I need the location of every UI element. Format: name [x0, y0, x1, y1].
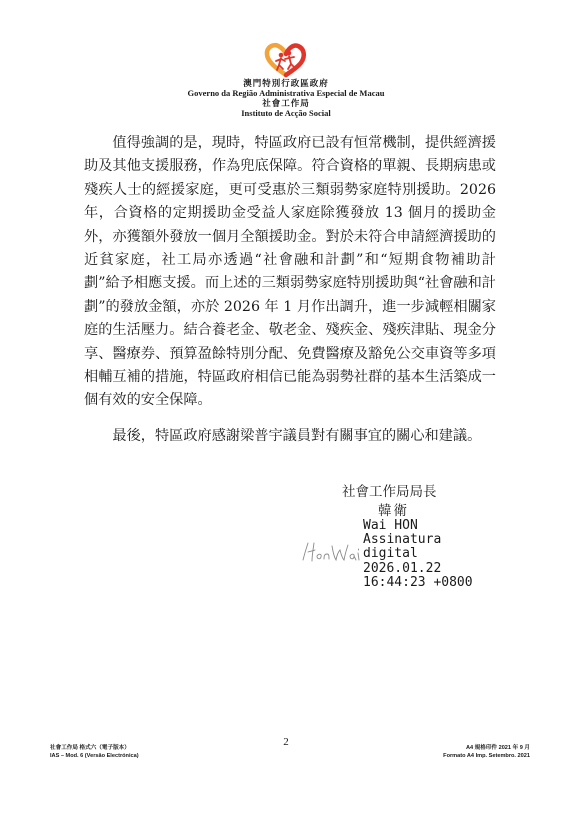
letterhead [0, 40, 572, 118]
handwritten-signature [300, 538, 364, 566]
signer-name: 韓衛 [378, 503, 409, 519]
signer-title: 社會工作局局長 [342, 484, 437, 500]
footer-form-zh: 社會工作局 格式六（電子版本） [50, 745, 130, 751]
closing-paragraph: 最後，特區政府感謝梁普宇議員對有關事宜的關心和建議。 [112, 427, 482, 444]
department-name-pt: Instituto de Acção Social [241, 108, 331, 118]
footer-form-code [50, 745, 139, 760]
digital-signature-block [363, 519, 473, 590]
digital-signature-time: 16:44:23 +0800 [363, 574, 473, 590]
government-name-pt: Governo da Região Administrativa Especial de Macau [187, 88, 385, 98]
letter-body [84, 132, 496, 448]
footer-format-zh: A4 規格印件 2021 年 9 月 [465, 745, 530, 751]
department-name-zh: 社會工作局 [262, 98, 310, 108]
digital-signature-label-1: Assinatura [363, 532, 442, 548]
digital-signature-label-2: digital [363, 546, 418, 562]
digital-signature-date: 2026.01.22 [363, 560, 442, 576]
government-name-zh: 澳門特別行政區政府 [243, 78, 329, 88]
ias-heart-family-logo [260, 40, 312, 78]
footer-print-format [443, 745, 530, 760]
digital-signer-name: Wai HON [363, 518, 418, 533]
footer-format-pt: Formato A4 Imp. Setembro. 2021 [443, 752, 530, 759]
body-paragraph: 值得強調的是，現時，特區政府已設有恒常機制，提供經濟援助及其他支援服務，作為兜底保障。符合資格的單親、長期病患或殘疾人士的經援家庭，更可受惠於三類弱勢家庭特別援助。2026年，合資格的定期援助金受益人家庭除獲發放 13 個月的援助金外，亦獲額外發放一個月全額援助金。對於未符合申請經濟援助的近貧家庭，社工局亦透過“社會融和計劃”和“短期食物補助計劃”給予相應支援。而上述的三類弱勢家庭特別援助與“社會融和計劃”的發放金額，亦於 2026 年 1 月作出調升，進一步減輕相關家庭的生活壓力。結合養老金、敬老金、殘疾金、殘疾津貼、現金分享、醫療券、預算盈餘特別分配、免費醫療及豁免公交車資等多項相輔互補的措施，特區政府相信已能為弱勢社群的基本生活築成一個有效的安全保障。 [84, 135, 496, 409]
footer-form-pt: IAS – Mod. 6 (Versão Electrónica) [50, 752, 139, 759]
page-number: 2 [283, 736, 289, 748]
